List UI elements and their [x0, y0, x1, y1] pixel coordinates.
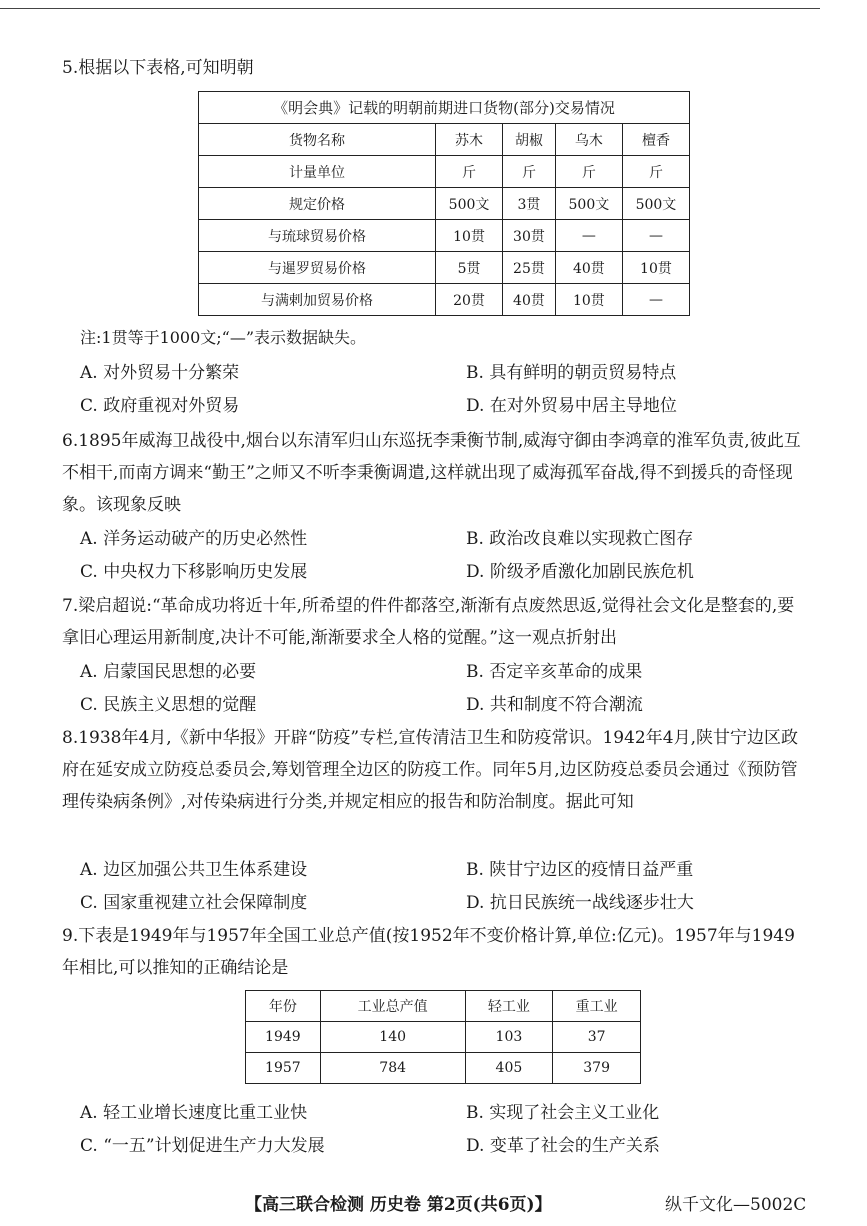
table-cell: 500文 [622, 188, 689, 220]
option-a[interactable]: A. 洋务运动破产的历史必然性 [80, 529, 308, 549]
table-cell: 20贯 [436, 284, 503, 316]
option-c[interactable]: C. “一五”计划促进生产力大发展 [80, 1136, 325, 1156]
option-b[interactable]: B. 具有鲜明的朝贡贸易特点 [466, 363, 677, 383]
table-cell: 103 [465, 1022, 553, 1053]
table-cell: 10贯 [555, 284, 622, 316]
table-cell: 379 [553, 1053, 641, 1084]
table-row [246, 1022, 641, 1053]
question-9 [62, 920, 810, 984]
table-row [246, 991, 641, 1022]
footer-publisher-code: 纵千文化—5002C [665, 1195, 807, 1215]
table-cell: 规定价格 [199, 188, 436, 220]
question-7-stem: 7.梁启超说:“革命成功将近十年,所希望的件件都落空,渐渐有点废然思返,觉得社会文化是整套的,要拿旧心理运用新制度,决计不可能,渐渐要求全人格的觉醒。”这一观点折射出 [62, 596, 795, 648]
option-d[interactable]: D. 共和制度不符合潮流 [466, 695, 643, 715]
option-a[interactable]: A. 对外贸易十分繁荣 [80, 363, 240, 383]
option-b[interactable]: B. 陕甘宁边区的疫情日益严重 [466, 860, 694, 880]
table-cell: 檀香 [622, 124, 689, 156]
question-5-stem: 5.根据以下表格,可知明朝 [62, 58, 254, 78]
option-c[interactable]: C. 国家重视建立社会保障制度 [80, 893, 308, 913]
table-cell: 重工业 [553, 991, 641, 1022]
table-cell: 乌木 [555, 124, 622, 156]
table-cell: 1957 [246, 1053, 321, 1084]
question-6-stem: 6.1895年威海卫战役中,烟台以东清军归山东巡抚李秉衡节制,威海守御由李鸿章的淮军负责,彼此互不相干,而南方调来“勤王”之师又不听李秉衡调遣,这样就出现了威海孤军奋战,得不到援兵的奇怪现象。该现象反映 [62, 431, 801, 515]
table-cell: 斤 [436, 156, 503, 188]
table-cell: 40贯 [503, 284, 556, 316]
question-9-stem: 9.下表是1949年与1957年全国工业总产值(按1952年不变价格计算,单位:亿元)。1957年与1949年相比,可以推知的正确结论是 [62, 926, 795, 978]
table-row [199, 188, 690, 220]
option-c[interactable]: C. 政府重视对外贸易 [80, 396, 240, 416]
table-cell: 斤 [555, 156, 622, 188]
table-cell: — [622, 284, 689, 316]
option-b[interactable]: B. 实现了社会主义工业化 [466, 1103, 660, 1123]
question-8-stem: 8.1938年4月,《新中华报》开辟“防疫”专栏,宣传清洁卫生和防疫常识。1942年4月,陕甘宁边区政府在延安成立防疫总委员会,筹划管理全边区的防疫工作。同年5月,边区防疫总委员会通过《预防管理传染病条例》,对传染病进行分类,并规定相应的报告和防治制度。据此可知 [62, 728, 798, 812]
option-a[interactable]: A. 轻工业增长速度比重工业快 [80, 1103, 308, 1123]
q5-note: 注:1贯等于1000文;“—”表示数据缺失。 [80, 328, 367, 347]
option-c[interactable]: C. 民族主义思想的觉醒 [80, 695, 257, 715]
table-cell: 10贯 [622, 252, 689, 284]
option-d[interactable]: D. 在对外贸易中居主导地位 [466, 396, 677, 416]
table-cell: 500文 [436, 188, 503, 220]
table-row [199, 220, 690, 252]
table-cell: — [622, 220, 689, 252]
table-cell: 25贯 [503, 252, 556, 284]
table-cell: 年份 [246, 991, 321, 1022]
table-cell: 与满剌加贸易价格 [199, 284, 436, 316]
table-cell: 工业总产值 [320, 991, 465, 1022]
question-6 [62, 425, 810, 521]
table-cell: 与暹罗贸易价格 [199, 252, 436, 284]
option-b[interactable]: B. 政治改良难以实现救亡图存 [466, 529, 694, 549]
table-row [199, 284, 690, 316]
table-cell: 500文 [555, 188, 622, 220]
option-b[interactable]: B. 否定辛亥革命的成果 [466, 662, 643, 682]
table-cell: 140 [320, 1022, 465, 1053]
option-d[interactable]: D. 抗日民族统一战线逐步壮大 [466, 893, 694, 913]
table-cell: 货物名称 [199, 124, 436, 156]
table-cell: 斤 [622, 156, 689, 188]
table-row [246, 1053, 641, 1084]
table-row [199, 124, 690, 156]
page-footer [0, 1190, 867, 1220]
table-row [199, 252, 690, 284]
table-cell: 斤 [503, 156, 556, 188]
footer-exam-info: 【高三联合检测 历史卷 第2页(共6页)】 [245, 1195, 552, 1215]
question-7 [62, 590, 810, 654]
question-5 [62, 52, 810, 84]
table-cell: 苏木 [436, 124, 503, 156]
table-cell: 784 [320, 1053, 465, 1084]
table-cell: 轻工业 [465, 991, 553, 1022]
top-rule [0, 8, 820, 9]
table-cell: — [555, 220, 622, 252]
table-cell: 405 [465, 1053, 553, 1084]
table-cell: 计量单位 [199, 156, 436, 188]
table-cell: 10贯 [436, 220, 503, 252]
table-cell: 与琉球贸易价格 [199, 220, 436, 252]
table-cell: 5贯 [436, 252, 503, 284]
option-a[interactable]: A. 启蒙国民思想的必要 [80, 662, 257, 682]
table-cell: 3贯 [503, 188, 556, 220]
q5-table-caption: 《明会典》记载的明朝前期进口货物(部分)交易情况 [199, 92, 690, 124]
q5-trade-table [198, 91, 690, 316]
option-d[interactable]: D. 变革了社会的生产关系 [466, 1136, 660, 1156]
option-c[interactable]: C. 中央权力下移影响历史发展 [80, 562, 308, 582]
option-d[interactable]: D. 阶级矛盾激化加剧民族危机 [466, 562, 694, 582]
table-cell: 40贯 [555, 252, 622, 284]
table-cell: 1949 [246, 1022, 321, 1053]
table-cell: 胡椒 [503, 124, 556, 156]
question-8 [62, 722, 810, 818]
table-cell: 30贯 [503, 220, 556, 252]
table-row [199, 156, 690, 188]
q9-output-table [245, 990, 641, 1084]
option-a[interactable]: A. 边区加强公共卫生体系建设 [80, 860, 308, 880]
table-cell: 37 [553, 1022, 641, 1053]
